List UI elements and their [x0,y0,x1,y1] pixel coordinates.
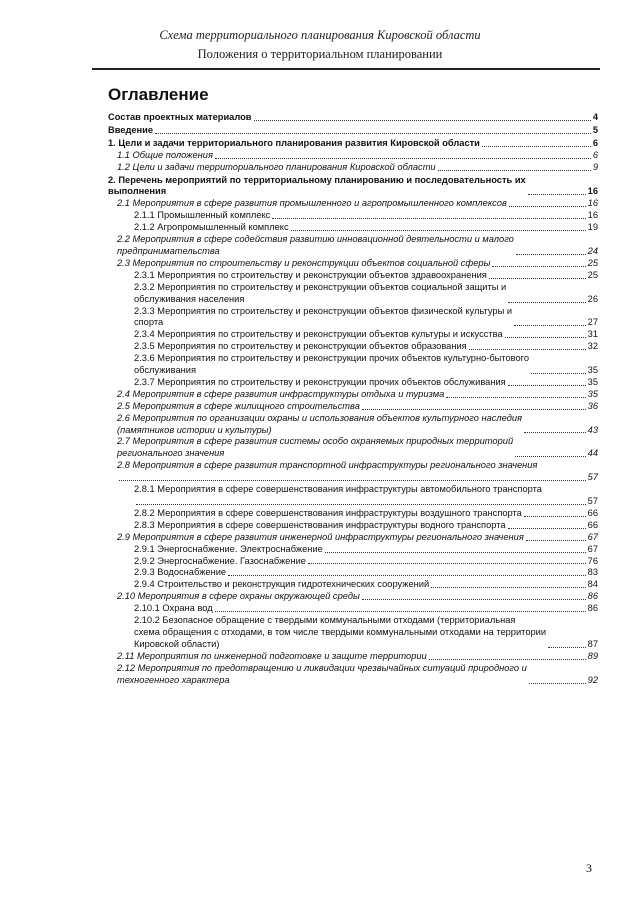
toc-entry-page: 84 [587,579,598,590]
dot-leader [482,146,591,147]
toc-entry-page: 86 [587,591,598,602]
toc-entry-page: 35 [587,365,598,376]
toc-entry[interactable] [108,532,598,544]
toc-entry[interactable] [108,306,598,330]
toc-entry-title: 2.3.6 Мероприятия по строительству и реконструкции прочих объектов культурно-бытового обслуживания [134,353,530,376]
toc-entry-page: 16 [587,210,598,221]
toc-entry[interactable] [108,615,598,651]
dot-leader [514,325,586,326]
toc-entry[interactable] [108,150,598,162]
dot-leader [524,432,586,433]
toc-entry-title: 2.9.3 Водоснабжение [134,567,227,578]
toc-entry-page: 67 [587,531,598,542]
toc-entry-page: 6 [592,149,598,160]
dot-leader [228,575,586,576]
toc-entry-title: 2.6 Мероприятия по организации охраны и использования объектов культурного наследия (памятников истории и культуры) [117,412,522,435]
toc-entry-title: 2.8.2 Мероприятия в сфере совершенствования инфраструктуры воздушного транспорта [134,507,522,518]
toc-entry[interactable] [108,591,598,603]
header-rule [92,68,600,70]
toc-entry[interactable] [108,460,598,472]
toc-entry[interactable] [108,508,598,520]
toc-entry-page: 25 [587,269,598,280]
toc-entry[interactable] [108,162,598,174]
toc-entry-page: 35 [587,376,598,387]
toc-entry-page: 86 [587,603,598,614]
toc-entry[interactable] [108,282,598,306]
toc-entry-title: 2.8 Мероприятия в сфере развития транспортной инфраструктуры регионального значения [117,460,538,471]
toc-entry-title: 1. Цели и задачи территориального планирования развития Кировской области [108,137,480,148]
dot-leader [508,528,586,529]
toc-entry[interactable] [108,603,598,615]
toc-entry[interactable] [108,270,598,282]
dot-leader [492,266,585,267]
toc-entry[interactable] [108,198,598,210]
toc-entry-title: 2.8.3 Мероприятия в сфере совершенствования инфраструктуры водного транспорта [134,519,506,530]
dot-leader [526,540,586,541]
toc-entry-page: 83 [587,567,598,578]
toc-entry-page: 92 [587,674,598,685]
toc-entry-page: 25 [587,257,598,268]
toc-entry-title: Введение [108,124,154,135]
toc-entry[interactable] [108,353,598,377]
toc-entry-page: 57 [587,472,598,483]
toc-entry-page: 26 [587,293,598,304]
toc-entry[interactable] [108,389,598,401]
toc-entry-page: 6 [592,137,598,148]
toc-entry-page: 66 [587,519,598,530]
dot-leader [362,599,586,600]
toc-entry-page: 19 [587,222,598,233]
dot-leader [548,647,586,648]
toc-entry[interactable] [108,484,598,496]
dot-leader [531,373,586,374]
dot-leader [272,218,585,219]
toc-entry[interactable] [108,556,598,568]
toc-entry[interactable] [108,210,598,222]
toc-entry[interactable] [108,112,598,124]
toc-entry-page: 87 [587,638,598,649]
toc-entry-title: 2.9 Мероприятия в сфере развития инженерной инфраструктуры регионального значения [117,531,524,542]
toc-entry-page: 24 [587,245,598,256]
toc-entry-title: 2.12 Мероприятия по предотвращению и ликвидации чрезвычайных ситуаций природного и техногенного характера [117,662,527,685]
toc-entry-title: 2.3.5 Мероприятия по строительству и реконструкции объектов образования [134,341,467,352]
toc-entry-title: 2.3.4 Мероприятия по строительству и реконструкции объектов культуры и искусства [134,329,503,340]
toc-entry[interactable] [108,377,598,389]
toc-entry[interactable] [108,651,598,663]
document-running-title: Схема территориального планирования Кировской области [159,28,481,42]
toc-entry-continuation [108,496,598,508]
dot-leader [438,170,591,171]
toc-entry[interactable] [108,579,598,591]
toc-entry-page: 9 [592,161,598,172]
toc-entry[interactable] [108,234,598,258]
toc-entry[interactable] [108,436,598,460]
toc-entry-title: 2.7 Мероприятия в сфере развития системы особо охраняемых природных территорий регионального значения [117,436,514,459]
toc-entry[interactable] [108,175,598,199]
page-number: 3 [586,861,592,875]
toc-entry-title: 2.3.1 Мероприятия по строительству и реконструкции объектов здравоохранения [134,269,487,280]
toc-entry-title: Состав проектных материалов [108,112,252,122]
toc-entry-page: 66 [587,507,598,518]
toc-entry[interactable] [108,567,598,579]
toc-entry-title: 2.10.1 Охрана вод [134,603,213,614]
toc-entry-page: 89 [587,650,598,661]
dot-leader [325,552,586,553]
toc-entry-page: 5 [592,124,598,135]
toc-entry-page: 4 [592,112,598,122]
dot-leader [431,587,585,588]
toc-entry-title: 2.9.2 Энергоснабжение. Газоснабжение [134,555,306,566]
toc-entry[interactable] [108,520,598,532]
document-section-title: Положения о территориальном планировании [197,47,443,61]
toc-entry-page: 36 [587,400,598,411]
toc-entry-title: 2.4 Мероприятия в сфере развития инфраструктуры отдыха и туризма [117,388,445,399]
toc-entry-page: 27 [587,317,598,328]
dot-leader [215,611,586,612]
dot-leader [254,120,591,121]
toc-entry-title: 1.2 Цели и задачи территориального планирования Кировской области [117,161,436,172]
toc-entry-title: 2.11 Мероприятия по инженерной подготовке и защите территории [117,650,427,661]
dot-leader [516,254,586,255]
toc-entry-page: 16 [587,198,598,209]
dot-leader [446,397,585,398]
toc-entry[interactable] [108,125,598,137]
dot-leader [136,504,586,505]
toc-entry-title: 2.3.3 Мероприятия по строительству и реконструкции объектов физической культуры и спорта [134,305,513,328]
toc-entry-title: 2.1 Мероприятия в сфере развития промышленного и агропромышленного комплексов [117,198,507,209]
toc-entry-title: 2.1.1 Промышленный комплекс [134,210,271,221]
toc-entry-title: 1.1 Общие положения [117,149,213,160]
toc-entry-page: 44 [587,448,598,459]
dot-leader [429,659,586,660]
toc-entry[interactable] [108,329,598,341]
toc-entry-page: 32 [587,341,598,352]
toc-entry-page: 76 [587,555,598,566]
toc-entry-page: 31 [587,329,598,340]
toc-entry-title: 2.3.7 Мероприятия по строительству и реконструкции прочих объектов обслуживания [134,376,506,387]
toc-entry-title: 2.5 Мероприятия в сфере жилищного строительства [117,400,360,411]
toc-entry-title: 2.1.2 Агропромышленный комплекс [134,222,289,233]
toc-entry-title: 2.3.2 Мероприятия по строительству и реконструкции объектов социальной защиты и обслуживания населения [134,281,507,304]
dot-leader [505,337,586,338]
dot-leader [529,683,586,684]
toc-entry[interactable] [108,258,598,270]
dot-leader [515,456,586,457]
dot-leader [155,133,591,134]
toc-entry-title: 2.10.2 Безопасное обращение с твердыми коммунальными отходами (территориальная схема обращения с отходами, в том числе твердыми коммунальными отходами на территории Кировской области) [134,615,547,649]
toc-entry-title: 2.8.1 Мероприятия в сфере совершенствования инфраструктуры автомобильного транспорта [134,484,542,495]
dot-leader [362,409,586,410]
toc-entry-title: 2.9.1 Энергоснабжение. Электроснабжение [134,543,323,554]
toc-entry[interactable] [108,138,598,150]
dot-leader [291,230,586,231]
table-of-contents [108,111,598,687]
dot-leader [119,480,586,481]
toc-heading: Оглавление [108,85,209,104]
dot-leader [508,302,585,303]
toc-entry-title: 2.9.4 Строительство и реконструкция гидротехнических сооружений [134,579,430,590]
toc-entry-title: 2.2 Мероприятия в сфере содействия развитию инновационной деятельности и малого предпринимательства [117,234,514,256]
toc-entry-page: 43 [587,424,598,435]
dot-leader [509,206,586,207]
toc-entry[interactable] [108,341,598,353]
toc-entry-title: 2.3 Мероприятия по строительству и реконструкции объектов социальной сферы [117,257,491,268]
toc-entry-page: 57 [587,496,598,506]
toc-entry[interactable] [108,222,598,234]
dot-leader [508,385,586,386]
dot-leader [469,349,586,350]
dot-leader [524,516,586,517]
dot-leader [215,158,591,159]
toc-entry[interactable] [108,544,598,556]
toc-entry[interactable] [108,413,598,437]
dot-leader [308,563,586,564]
toc-entry[interactable] [108,401,598,413]
toc-entry-title: 2. Перечень мероприятий по территориальному планированию и последовательность их выполнения [108,174,526,197]
toc-entry-page: 35 [587,388,598,399]
toc-entry-continuation [108,472,598,484]
toc-entry-page: 67 [587,543,598,554]
dot-leader [489,278,586,279]
toc-entry[interactable] [108,663,598,687]
dot-leader [528,194,586,195]
toc-entry-page: 16 [587,186,598,197]
toc-entry-title: 2.10 Мероприятия в сфере охраны окружающей среды [117,591,360,602]
